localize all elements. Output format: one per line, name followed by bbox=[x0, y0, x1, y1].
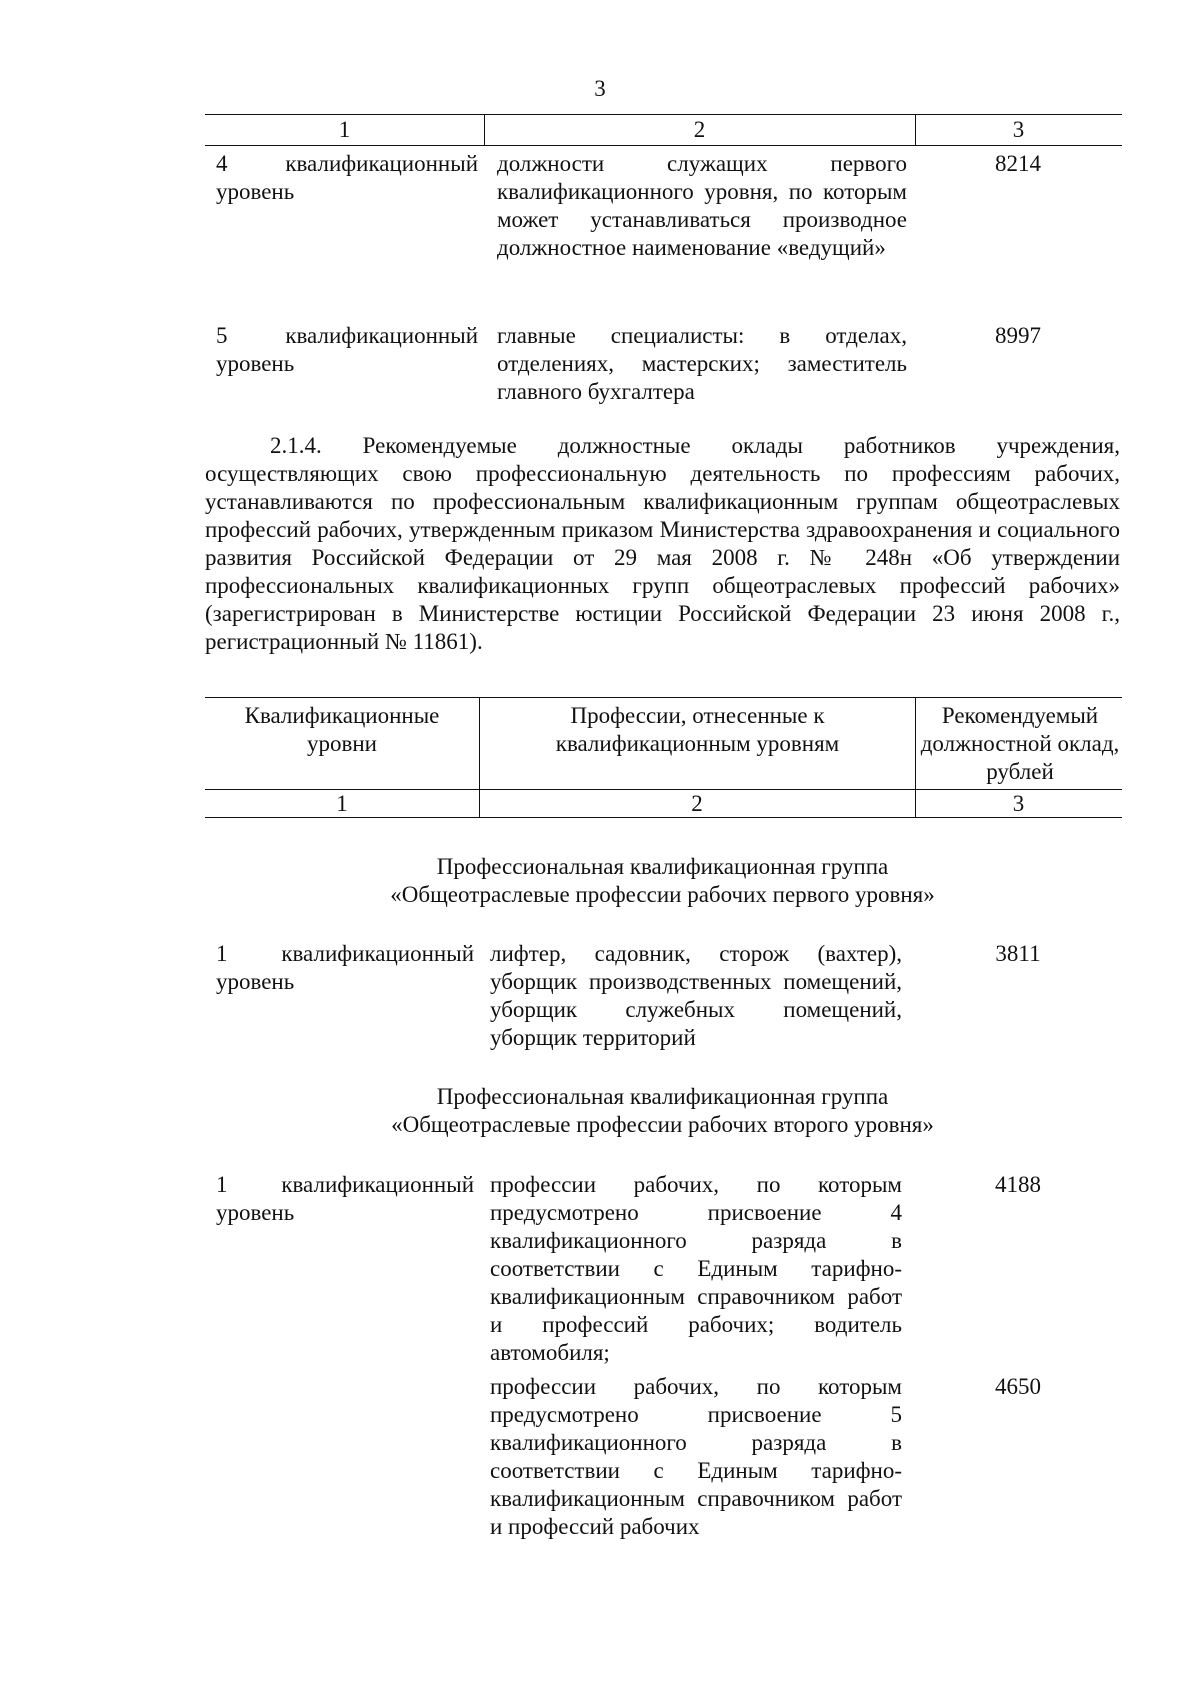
group-heading-line2: «Общеотраслевые профессии рабочих первого уровня» bbox=[390, 882, 935, 907]
group-heading-line2: «Общеотраслевые профессии рабочих второго уровня» bbox=[391, 1112, 934, 1137]
table1-row-salary: 8214 bbox=[995, 151, 1041, 176]
table2-header-levels: Квалификационные уровни bbox=[244, 703, 440, 756]
table2-number-col3: 3 bbox=[1012, 791, 1025, 816]
table1-header-col3: 3 bbox=[1012, 117, 1025, 142]
table1-header-col2: 2 bbox=[693, 117, 706, 142]
table2-row-salary: 3811 bbox=[995, 941, 1041, 966]
table1-row-positions: должности служащих первого квалификационного уровня, по которым может устанавливаться производное должностное наименование «ведущий» bbox=[497, 151, 907, 260]
table1-top-border bbox=[205, 114, 1122, 115]
table1-header-col1: 1 bbox=[338, 117, 351, 142]
paragraph-2-1-4: 2.1.4. Рекомендуемые должностные оклады работников учреждения, осуществляющих свою профессиональную деятельность по профессиям рабочих, устанавливаются по профессиональным квалификационным группам общеотраслевых профессий рабочих, утвержденным приказом Министерства здравоохранения и социального развития Российской Федерации от 29 мая 2008 г. № 248н «Об утверждении профессиональных квалификационных групп общеотраслевых профессий рабочих» (зарегистрирован в Министерстве юстиции Российской Федерации 23 июня 2008 г., регистрационный № 11861). bbox=[205, 433, 1120, 654]
table1-header-bottom-border bbox=[205, 145, 1122, 146]
table1-row-level: 5 квалификационный уровень bbox=[216, 323, 478, 376]
table2-row-professions: лифтер, садовник, сторож (вахтер), уборщик производственных помещений, уборщик служебных помещений, уборщик территорий bbox=[490, 941, 902, 1050]
table2-header-salary: Рекомендуемый должностной оклад, рублей bbox=[920, 703, 1120, 784]
group-heading-line1: Профессиональная квалификационная группа bbox=[436, 1084, 889, 1109]
table2-top-border bbox=[205, 697, 1122, 698]
table1-row-positions: главные специалисты: в отделах, отделениях, мастерских; заместитель главного бухгалтера bbox=[497, 323, 907, 404]
page-number: 3 bbox=[594, 76, 606, 101]
table2-number-col1: 1 bbox=[336, 791, 348, 816]
table1-row-salary: 8997 bbox=[995, 323, 1041, 348]
table2-row-professions: профессии рабочих, по которым предусмотрено присвоение 4 квалификационного разряда в соответствии с Единым тарифно-квалификационным справочником работ и профессий рабочих; водитель автомобиля; bbox=[490, 1172, 902, 1365]
table2-header-professions: Профессии, отнесенные к квалификационным уровням bbox=[555, 703, 840, 756]
table2-row-salary: 4650 bbox=[995, 1374, 1041, 1399]
table1-row-level: 4 квалификационный уровень bbox=[216, 151, 478, 204]
table2-number-col2: 2 bbox=[691, 791, 703, 816]
table2-row-level: 1 квалификационный уровень bbox=[216, 1172, 474, 1225]
table2-row-professions: профессии рабочих, по которым предусмотрено присвоение 5 квалификационного разряда в соответствии с Единым тарифно-квалификационным справочником работ и профессий рабочих bbox=[490, 1374, 902, 1539]
table2-row-salary: 4188 bbox=[995, 1172, 1041, 1197]
group-heading-line1: Профессиональная квалификационная группа bbox=[436, 854, 889, 879]
table2-row-level: 1 квалификационный уровень bbox=[216, 941, 474, 994]
